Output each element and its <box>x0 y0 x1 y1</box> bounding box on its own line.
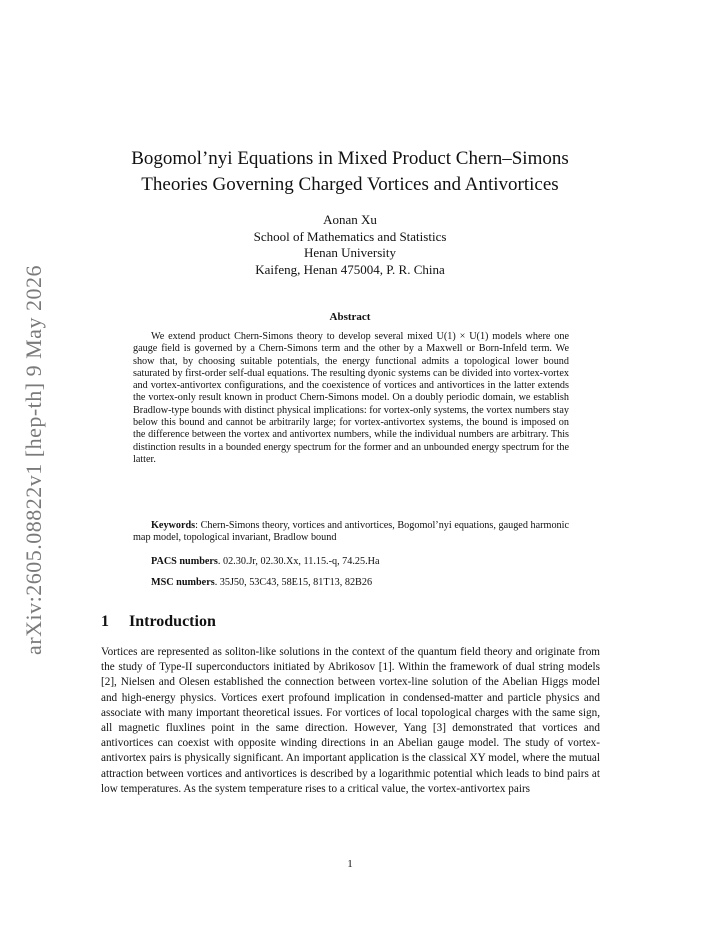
author-name: Aonan Xu <box>323 212 377 227</box>
pacs-text: . 02.30.Jr, 02.30.Xx, 11.15.-q, 74.25.Ha <box>217 556 380 567</box>
title-line-2: Theories Governing Charged Vortices and Antivortices <box>141 174 559 195</box>
page-number: 1 <box>347 858 353 870</box>
msc-text: . 35J50, 53C43, 58E15, 81T13, 82B26 <box>214 577 373 588</box>
section-heading <box>101 613 216 631</box>
author-block <box>100 212 600 278</box>
title-line-1: Bogomol’nyi Equations in Mixed Product Chern–Simons <box>131 148 569 169</box>
author-affiliation-university: Henan University <box>303 245 397 260</box>
abstract-heading: Abstract <box>329 311 371 323</box>
keywords-text: : Chern-Simons theory, vortices and antivortices, Bogomol’nyi equations, gauged harmonic map model, topological invariant, Bradlow bound <box>133 520 569 544</box>
arxiv-identifier <box>14 260 54 660</box>
arxiv-identifier-text: arXiv:2605.08822v1 [hep-th] 9 May 2026 <box>21 265 47 655</box>
pacs-line <box>151 556 380 567</box>
keywords-paragraph <box>133 520 569 545</box>
author-address: Kaifeng, Henan 475004, P. R. China <box>255 261 445 277</box>
abstract-text: We extend product Chern-Simons theory to develop several mixed U(1) × U(1) models where one gauge field is governed by a Chern-Simons term and the other by a Maxwell or Born-Infeld term. We show that, by choosing suitable potentials, the energy functional admits a topological lower bound saturated by first-order self-dual equations. The resulting dyonic systems can be divided into vortex-vortex and vortex-antivortex configurations, and the coexistence of vortices and antivortices in the latter extends the vortex-only result known in product Chern-Simons model. On a doubly periodic domain, we establish Bradlow-type bounds with distinct physical implications: for vortex-only systems, the vortex numbers stay below this bound and cannot be arbitrarily large; for vortex-antivortex systems, the bound is imposed on the difference between the vortex and antivortex numbers, while the individual numbers are arbitrary. This distinction results in a bounded energy spectrum for the former and an unbounded energy spectrum for the latter. <box>133 331 569 465</box>
msc-line <box>151 577 372 588</box>
introduction-paragraph: Vortices are represented as soliton-like solutions in the context of the quantum field theory and originate from the study of Type-II superconductors initiated by Abrikosov [1]. Within the framework of dual string models [2], Nielsen and Olesen established the connection between vortex-line solution of the Abelian Higgs model and high-energy physics. Vortices exert profound implication in condensed-matter and particle physics and associate with many important theoretical issues. For vortices of local topological charges with the same sign, all magnetic fluxlines point in the same direction. However, Yang [3] demonstrated that vortices and antivortices can coexist with opposite winding directions in an Abelian gauge model. The study of vortex-antivortex pairs is physically significant. An important application is the classical XY model, where the mutual attraction between vortices and antivortices is described by a logarithmic potential which leads to bind pairs at low temperatures. As the system temperature rises to a critical value, the vortex-antivortex pairs <box>101 646 600 795</box>
pacs-label: PACS numbers <box>151 556 218 567</box>
paper-title <box>100 146 600 198</box>
section-number: 1 <box>101 613 109 630</box>
keywords-label: Keywords <box>151 520 196 531</box>
section-title: Introduction <box>129 613 216 630</box>
author-affiliation-school: School of Mathematics and Statistics <box>253 228 447 244</box>
msc-label: MSC numbers <box>151 577 215 588</box>
